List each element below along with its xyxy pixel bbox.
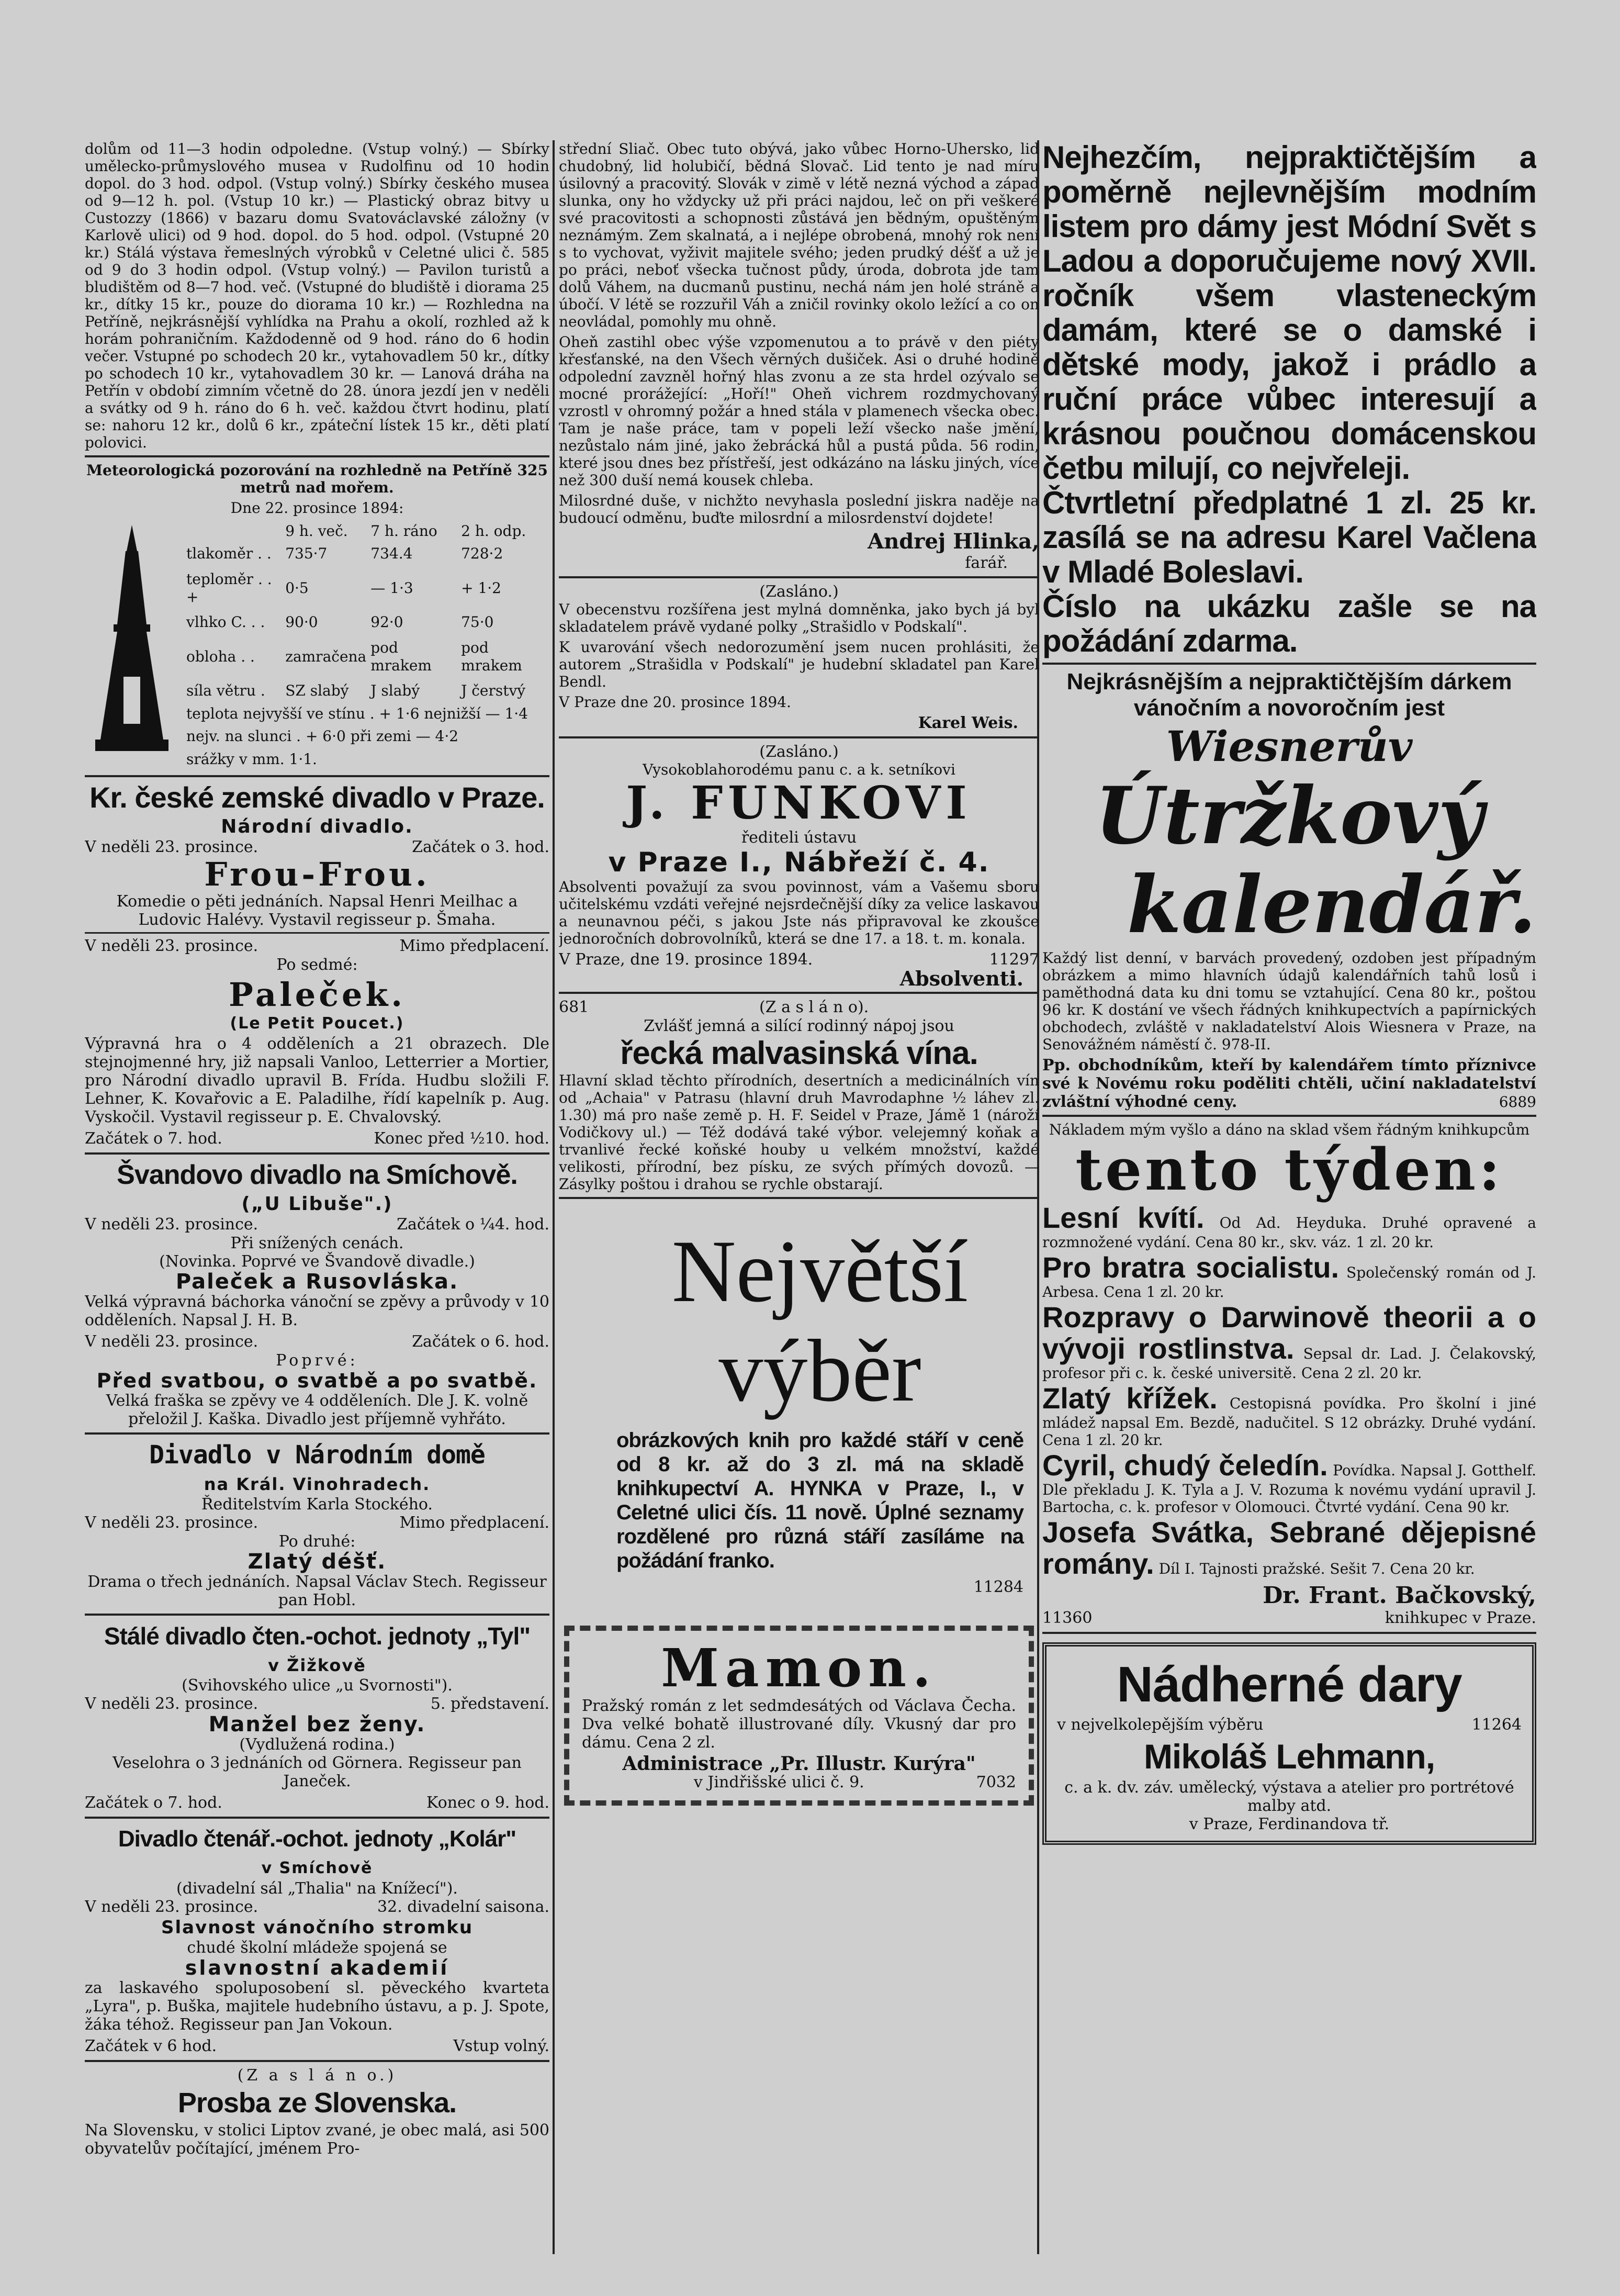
theatre-director: Ředitelstvím Karla Stockého. — [201, 1495, 433, 1514]
meteo-cell: 734.4 — [370, 545, 413, 563]
ad-text: Pp. obchodníkům, kteří by kalendářem tímto příznivce své k Novému roku poděliti chtěli, učiní nakladatelství zvláštní výhodné ceny. — [1042, 1056, 1536, 1111]
show-extra: 5. představení. — [430, 1695, 549, 1713]
event-title: slavnostní akademií — [185, 1956, 449, 1979]
show-date: V neděli 23. prosince. — [85, 1514, 258, 1532]
event-desc: za laskavého spoluposobení sl. pěveckého kvarteta „Lyra", p. Buška, majitele hudebního ústavu, a p. J. Spote, žáka téhož. Regisseur pan Jan Vokoun. — [85, 1979, 549, 2034]
ad-headline: Největší — [671, 1222, 969, 1320]
ad-text: Nejhezčím, nejpraktičtějším a poměrně nejlevnějším modním listem pro dámy jest Módní Svět s Ladou a doporučujeme nový XVII. ročník všem vlasteneckým damám, které se o damské i dětské mody, jakož i prádlo a ruční práce vůbec interesují a krásnou poučnou domácenskou četbu milují, co nejvřeleji. — [1042, 140, 1536, 486]
event-desc: chudé školní mládeže spojená se — [187, 1939, 447, 1957]
ad-title: Nádherné dary — [1117, 1656, 1462, 1712]
theatre-title: Švandovo divadlo na Smíchově. — [117, 1160, 518, 1190]
theatre-vinohrady — [85, 1439, 549, 1609]
book-title: Zlatý křížek. — [1042, 1382, 1218, 1415]
notice-place: V Praze dne 20. prosince 1894. — [559, 693, 791, 711]
theatre-title: Divadlo v Národním domě — [149, 1440, 485, 1470]
theatre-subtitle: („U Libuše".) — [241, 1193, 393, 1215]
ad-number: 7032 — [976, 1773, 1016, 1791]
ad-text: Čtvrtletní předplatné 1 zl. 25 kr. zasílá se na adresu Karel Vačlena v Mladé Boleslavi. — [1042, 485, 1536, 589]
ad-intro: Zvlášť jemná a silící rodinný nápoj jsou — [644, 1017, 954, 1035]
ad-role: knihkupec v Praze. — [1385, 1609, 1536, 1627]
ad-greek-wine — [559, 998, 1039, 1193]
notice-text: K uvarování všech nedorozumění jsem nucen prohlásiti, že autorem „Strašidla v Podskalí" je hudební skladatel pan Karel Bendl. — [559, 639, 1039, 690]
show-note: Po sedmé: — [276, 956, 358, 974]
ad-number: 11284 — [973, 1578, 1023, 1596]
meteo-cell: 728·2 — [461, 545, 503, 563]
ad-intro: Nejkrásnějším a nejpraktičtějším dárkem vánočním a novoročním jest — [1066, 669, 1512, 721]
book-item — [1042, 1302, 1536, 1382]
petrin-tower-icon — [85, 520, 179, 771]
show-start: Začátek o ¼4. hod. — [397, 1215, 549, 1234]
show-end: Konec před ½10. hod. — [374, 1129, 549, 1148]
ad-name: Mikoláš Lehmann, — [1143, 1737, 1435, 1776]
meteo-label: teploměr . . + — [186, 570, 272, 606]
show-date: V neděli 23. prosince. — [85, 1898, 258, 1916]
meteo-label: tlakoměr . . — [186, 545, 272, 563]
show-date: V neděli 23. prosince. — [85, 838, 258, 856]
meteo-cell: + 1·2 — [461, 579, 501, 597]
column-left — [85, 140, 549, 2254]
plea-signature: Andrej Hlinka, — [868, 529, 1039, 554]
ad-signature: Dr. Frant. Bačkovský, — [1263, 1582, 1536, 1609]
ad-title: kalendář. — [1127, 859, 1536, 951]
ad-headline: výběr — [718, 1321, 921, 1420]
play-subtitle: (Le Petit Poucet.) — [230, 1014, 404, 1033]
ad-hynek — [559, 1203, 1039, 1605]
show-date: V neděli 23. prosince. — [85, 1215, 258, 1234]
play-title: Manžel bez ženy. — [208, 1712, 426, 1737]
play-note: (Vydlužená rodina.) — [239, 1735, 395, 1754]
plea-title: Prosba ze Slovenska. — [177, 2087, 457, 2119]
ad-lehmann — [1042, 1642, 1536, 1845]
ad-title: Wiesnerův — [1166, 722, 1413, 771]
ad-number: 6889 — [1499, 1093, 1536, 1111]
notice-place: V Praze, dne 19. prosince 1894. — [559, 950, 813, 969]
notice-text: V obecenstvu rozšířena jest mylná domněnka, jako bych já byl skladatelem právě vydané polky „Strašidlo v Podskalí". — [559, 601, 1039, 635]
theatre-tyl — [85, 1620, 549, 1812]
meteo-sun: nejv. na slunci . + 6·0 při zemi — 4·2 — [186, 727, 459, 745]
museum-hours: dolům od 11—3 hodin odpoledne. (Vstup volný.) — Sbírky umělecko-průmyslového musea v Rudolfinu od 10 hodin dopol. do 3 hod. odpol. (Vstup volný.) Sbírky českého musea od 9—12 h. pol. (Vstup 10 kr.) — Plastický obraz bitvy u Custozzy (1866) v bazaru domu Svatováclavské záložny (v Karlově ulici) od 9 hod. dopol. do 5 hod. odpol. (Vstupné 20 kr.) Stálá výstava řemeslných výrobků v Celetné ulici č. 585 od 9 do 3 hodin odpol. (Vstup volný.) — Pavilon turistů a bludištěm od 8—7 hod. več. (Vstupné do bludiště i diorama 25 kr., dítky 15 kr., pouze do diorama 10 kr.) — Rozhledna na Petříně, nejkrásnější vyhlídka na Prahu a okolí, rozhled až k horám pohraničním. Každodenně od 9 hod. ráno do 6 hodin večer. Vstupné po schodech 20 kr., vytahovadlem 50 kr., dítky po schodech 10 kr., vytahovadlem 30 kr. — Lanová dráha na Petřín v období zimním včetně do 28. února jezdí jen v neděli a svátky od 9 h. ráno do 6 h. več. každou čtvrt hodinu, platí se: nahoru 12 kr., dolů 6 kr., zpáteční lístek 15 kr., děti platí polovici. — [85, 140, 549, 451]
show-extra: Mimo předplacení. — [399, 1514, 549, 1532]
ad-intro: Nákladem mým vyšlo a dáno na sklad všem řádným knihkupcům — [1049, 1121, 1530, 1138]
notice-signature: Karel Weis. — [918, 714, 1018, 732]
meteo-cell: J slabý — [370, 682, 420, 700]
ad-publisher: Administrace „Pr. Illustr. Kurýra" — [622, 1753, 976, 1775]
meteo-cell: SZ slabý — [285, 682, 349, 700]
book-list — [1042, 1202, 1536, 1580]
plea-continued: Milosrdné duše, v nichžto nevyhasla poslední jiskra naděje na budoucí odměnu, buďte milosrdní a milosrdenství dojdete! — [559, 492, 1039, 527]
meteo-block — [85, 462, 549, 771]
ad-text: Pražský román z let sedmdesátých od Václava Čecha. Dva velké bohatě illustrované díly. Vkusný dar pro dámu. Cena 2 zl. — [582, 1697, 1016, 1752]
play-desc: Velká výpravná báchorka vánoční se zpěvy a průvody v 10 odděleních. Napsal J. H. B. — [85, 1293, 549, 1329]
book-item — [1042, 1252, 1536, 1301]
column-middle — [559, 140, 1039, 2254]
zaslano-label: (Z a s l á n o.) — [237, 2066, 397, 2085]
book-details: Od Ad. Heyduka. Druhé opravené a rozmnožené vydání. Cena 80 kr., skv. váz. 1 zl. 20 kr. — [1042, 1214, 1536, 1251]
book-details: Díl I. Tajnosti pražské. Sešit 7. Cena 20 kr. — [1158, 1560, 1475, 1577]
meteo-temp: teplota nejvyšší ve stínu . + 1·6 nejnižší — 1·4 — [186, 704, 528, 722]
zaslano-label: (Zasláno.) — [759, 583, 839, 601]
notice-funk — [559, 743, 1039, 988]
play-desc: Velká fraška se zpěvy ve 4 odděleních. Dle J. K. volně přeložil J. Kaška. Divadlo jest příjemně vyhřáto. — [106, 1392, 528, 1428]
meteo-title: Meteorologická pozorování na rozhledně na Petříně 325 metrů nad mořem. — [86, 462, 548, 496]
ad-text: Číslo na ukázku zašle se na požádání zdarma. — [1042, 589, 1536, 658]
ad-mamon — [564, 1626, 1034, 1806]
book-item — [1042, 1383, 1536, 1449]
book-details: Společenský román od J. Arbesa. Cena 1 zl. 20 kr. — [1042, 1264, 1536, 1301]
theatre-subtitle: na Král. Vinohradech. — [204, 1474, 431, 1494]
ad-text: Každý list denní, v barvách provedený, ozdoben jest případným obrázkem a mimo hlavních údajů kalendářních tahů losů i paměthodná data ku dni tomu se vztahující. Cena 80 kr., poštou 96 kr. K dostání ve všech řádných knihkupectvích a papírnických obchodech, zvláště v nakladatelství Alois Wiesnera v Praze, na Senovážném náměstí č. 978-II. — [1042, 949, 1536, 1053]
ad-text: c. a k. dv. záv. umělecký, výstava a atelier pro portrétové malby atd. — [1064, 1778, 1514, 1815]
show-extra: Mimo předplacení. — [399, 937, 549, 955]
play-desc: Veselohra o 3 jednáních od Görnera. Regisseur pan Janeček. — [113, 1754, 522, 1790]
show-start: Začátek o 6. hod. — [412, 1332, 549, 1351]
book-item — [1042, 1517, 1536, 1580]
ad-text: obrázkových knih pro každé stáří v ceně od 8 kr. až do 3 zl. má na skladě knihkupectví A. HYNKA v Praze, I., v Celetné ulici čís. 11 nově. Úplné seznamy rozdělené pro různá stáří zasíláme na požádání franko. — [616, 1429, 1023, 1572]
show-extra: 32. divadelní saisona. — [377, 1898, 549, 1916]
book-item — [1042, 1450, 1536, 1516]
show-start: Začátek o 7. hod. — [85, 1129, 222, 1148]
meteo-cell: 75·0 — [461, 613, 494, 631]
meteo-label: vlhko C. . . — [186, 613, 265, 631]
show-extra: Vstup volný. — [453, 2037, 549, 2055]
meteo-label: síla větru . — [186, 682, 265, 700]
notice-role: řediteli ústavu — [741, 828, 857, 847]
show-start: Začátek o 3. hod. — [412, 838, 549, 856]
meteo-head: 9 h. več. — [285, 522, 348, 540]
notice-signature: Absolventi. — [899, 967, 1023, 990]
plea-continued: střední Sliač. Obec tuto obývá, jako vůbec Horno-Uhersko, lid chudobný, lid holubičí, bědná Slovač. Lid tento je nad míru úsilovný a pracovitý. Slovák v zimě v létě nezná východ a západ slunka, ony ho vždycky už při práci najdou, leč on při veškeré své pracovitosti a schopnosti zůstává jen bědným, opuštěným neznámým. Zem skalnatá, a i nejlépe obrobená, mnohý rok není s to vychovat, vyživit majitele svého; jeden prudký déšť a už je po práci, neboť všecka tučnost půdy, úroda, dobrota jde tam dolů Váhem, na ducmanů pustinu, nechá nám jen holé stráně a úbočí. V létě se rozzuřil Váh a zničil rovinky okolo ležící a co on neovládal, pomohly mu ohně. — [559, 140, 1039, 330]
theatre-address: (Svihovského ulice „u Svornosti"). — [182, 1676, 453, 1695]
ad-number: 11264 — [1471, 1716, 1522, 1734]
show-date: V neděli 23. prosince. — [85, 1332, 258, 1351]
ad-intro: v nejvelkolepějším výběru — [1057, 1716, 1264, 1734]
zaslano-label: (Z a s l á n o). — [759, 998, 869, 1016]
meteo-head: 7 h. ráno — [370, 522, 437, 540]
play-title: Před svatbou, o svatbě a po svatbě. — [96, 1369, 538, 1392]
meteo-rain: srážky v mm. 1·1. — [186, 751, 317, 768]
event-title: Slavnost vánočního stromku — [161, 1917, 474, 1938]
show-note: Při snížených cenách. — [230, 1234, 404, 1252]
ad-text: Hlavní sklad těchto přírodních, desertních a medicinálních vín od „Achaia" v Patrasu (hlavní druh Mavrodaphne ½ láhev zl. 1.30) má pro naše země p. H. F. Seidel v Praze, Jámě 1 (nároží Vodičkovy ul.) — Též dodává také výbor. velejemný koňak a trvanlivé řecké koňské houby u velkém množství, každé velikosti, přírodní, bez písku, ze svých přímých dovozů. — Zásylky poštou i drahou se rychle obstarají. — [559, 1072, 1039, 1193]
play-desc: Výpravná hra o 4 odděleních a 21 obrazech. Dle stejnojmenné hry, již napsali Vanloo, Letterrier a Mortier, pro Národní divadlo upravil B. Frída. Hudbu složili F. Lehner, K. Kovařovic a E. Paladilhe, řídí kapelník p. Aug. Vyskočil. Vystavil regisseur p. E. Chvalovský. — [85, 1035, 549, 1126]
show-date: V neděli 23. prosince. — [85, 1695, 258, 1713]
plea-continued: Oheň zastihl obec výše vzpomenutou a to právě v den piéty křesťanské, na den Všech věrných dušiček. Asi o druhé hodině odpolední zavzněl hořný hlas zvonu a ze sta hrdel ozývalo se mocné prorážející: „Hoří!" Oheň vichrem rozdmychovaný vzrostl v ohromný požár a hned stála v plamenech všecka obec. Tam je naše práce, tam v popeli leží všecko naše jmění, nezůstalo nám jiné, jako žebrácká hůl a pustá půda. 56 rodin, které jsou dnes bez přístřeší, jest odkázáno na lásku jiných, více než 300 duší nemá kousek chleba. — [559, 333, 1039, 489]
theatre-subtitle: v Smíchově — [261, 1859, 373, 1877]
meteo-cell: — 1·3 — [370, 579, 413, 597]
theatre-title: Stálé divadlo čten.-ochot. jednoty „Tyl" — [104, 1622, 531, 1650]
theatre-title: Divadlo čtenář.-ochot. jednoty „Kolár" — [118, 1826, 516, 1852]
book-details: Cestopisná povídka. Pro školní i jiné mládež napsal Em. Bezdě, nadučitel. S 12 obrázky. Druhé vydání. Cena 1 zl. 20 kr. — [1042, 1395, 1536, 1449]
ad-title: tento týden: — [1075, 1136, 1503, 1203]
meteo-label: obloha . . — [186, 647, 255, 665]
notice-weis — [559, 583, 1039, 732]
theatre-kolar — [85, 1823, 549, 2056]
meteo-cell: 92·0 — [370, 613, 403, 631]
notice-addressee: Vysokoblahorodému panu c. a k. setníkovi — [643, 761, 955, 778]
ad-wiesner — [1042, 669, 1536, 1111]
ad-number: 11360 — [1042, 1609, 1093, 1627]
show-date: V neděli 23. prosince. — [85, 937, 258, 955]
theatre-subtitle: Národní divadlo. — [221, 816, 413, 837]
meteo-cell: pod mrakem — [461, 639, 522, 674]
notice-name: J. FUNKOVI — [626, 777, 972, 830]
book-details: Sepsal dr. Lad. J. Čelakovský, profesor při c. k. české universitě. Cena 2 zl. 20 kr. — [1042, 1345, 1536, 1382]
ad-address: v Jindřišské ulici č. 9. — [693, 1773, 864, 1791]
book-details: Povídka. Napsal J. Gotthelf. Dle překladu J. K. Tyla a J. V. Rozuma k novému vydání upravil J. Bartocha, c. k. profesor v Olomouci. Čtvrté vydání. Cena 90 kr. — [1042, 1462, 1536, 1516]
play-desc: Komedie o pěti jednáních. Napsal Henri Meilhac a Ludovic Halévy. Vystavil regisseur p. Šmaha. — [116, 892, 518, 929]
notice-text: Absolventi považují za svou povinnost, vám a Vašemu sboru učitelskému vzdáti veřejné nejsrdečnější díky za velice laskavou a neunavnou péči, s jakou Jste nás připravoval ke zkoušce jednoročních dobrovolníků, která se dne 17. a 18. t. m. konala. — [559, 878, 1039, 947]
plea-slovakia — [85, 2066, 549, 2158]
plea-signature-role: farář. — [965, 554, 1008, 572]
book-title: Lesní kvítí. — [1042, 1201, 1205, 1234]
show-note: Po druhé: — [278, 1532, 356, 1551]
book-title: Cyril, chudý čeledín. — [1042, 1449, 1328, 1482]
ad-address: v Praze, Ferdinandova tř. — [1189, 1815, 1390, 1833]
column-right — [1042, 140, 1536, 2254]
ad-backovsky — [1042, 1121, 1536, 1628]
meteo-cell: J čerstvý — [461, 682, 526, 700]
show-end: Konec o 9. hod. — [426, 1794, 549, 1812]
book-title: Rozpravy o Darwinově theorii a o vývoji rostlinstva. — [1042, 1301, 1536, 1365]
meteo-head: 2 h. odp. — [461, 522, 526, 540]
meteo-cell: pod mrakem — [370, 639, 432, 674]
column-rule — [553, 140, 555, 2254]
meteo-cell: 735·7 — [285, 545, 328, 563]
plea-text: Na Slovensku, v stolici Liptov zvané, je obec malá, asi 500 obyvatelův počítající, jménem Pro- — [85, 2121, 549, 2158]
play-title: Paleček. — [229, 976, 406, 1014]
theatre-national — [85, 781, 549, 1148]
meteo-cell: zamračena — [285, 647, 367, 665]
theatre-svanda — [85, 1159, 549, 1428]
theatre-subtitle: v Žižkově — [268, 1655, 366, 1675]
meteo-cell: 0·5 — [285, 579, 309, 597]
book-title: Pro bratra socialistu. — [1042, 1251, 1340, 1284]
play-desc: Drama o třech jednáních. Napsal Václav Stech. Regisseur pan Hobl. — [87, 1573, 547, 1609]
play-title: Zlatý déšť. — [248, 1550, 387, 1574]
notice-address: v Praze I., Nábřeží č. 4. — [608, 847, 990, 878]
ad-number: 11297 — [989, 950, 1039, 969]
theatre-title: Kr. české zemské divadlo v Praze. — [89, 781, 545, 814]
book-title: Josefa Svátka, Sebrané dějepisné romány. — [1042, 1516, 1536, 1580]
ad-title: řecká malvasinská vína. — [620, 1035, 978, 1071]
theatre-address: (divadelní sál „Thalia" na Knížecí"). — [176, 1879, 458, 1898]
ad-title: Útržkový — [1095, 770, 1484, 862]
show-start: Začátek v 6 hod. — [85, 2037, 217, 2055]
show-start: Začátek o 7. hod. — [85, 1794, 222, 1812]
ad-number: 681 — [559, 998, 589, 1016]
meteo-date: Dne 22. prosince 1894: — [230, 499, 404, 517]
ad-modni-svet — [1042, 140, 1536, 658]
show-note: Poprvé: — [276, 1351, 358, 1370]
zaslano-label: (Zasláno.) — [759, 743, 839, 761]
play-title: Paleček a Rusovláska. — [175, 1270, 459, 1294]
book-item — [1042, 1202, 1536, 1251]
show-note: (Novinka. Poprvé ve Švandově divadle.) — [159, 1252, 475, 1271]
meteo-cell: 90·0 — [285, 613, 318, 631]
ad-title: Mamon. — [661, 1637, 937, 1699]
meteo-table — [184, 520, 549, 771]
play-title: Frou-Frou. — [204, 855, 430, 893]
